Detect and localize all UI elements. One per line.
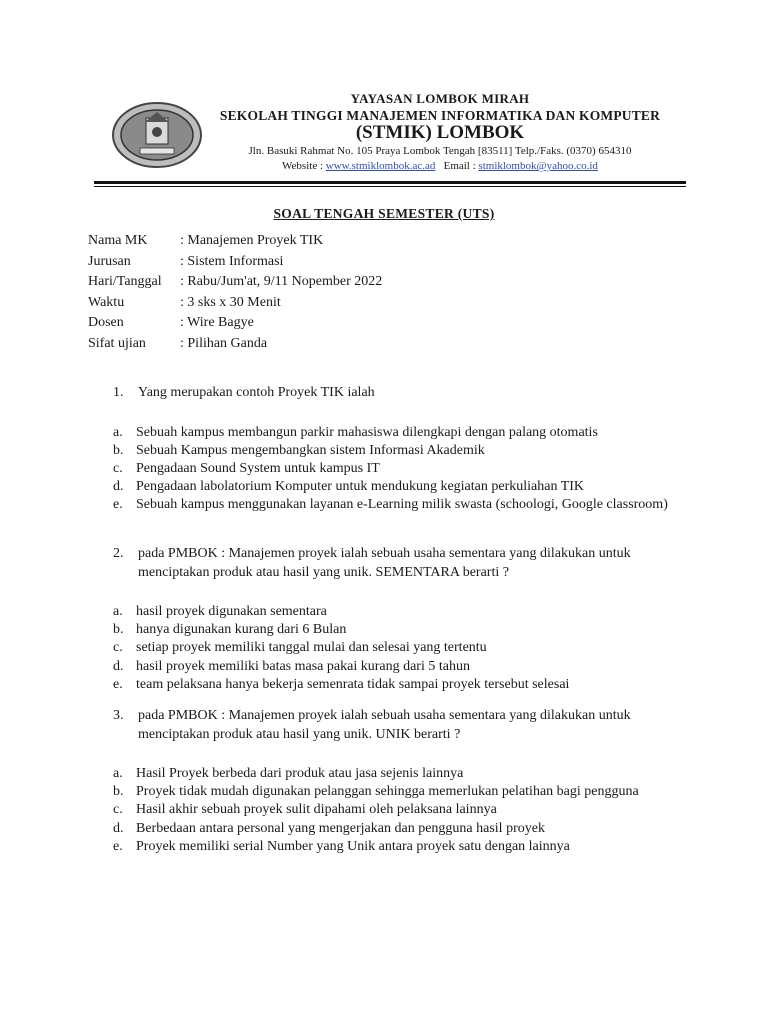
stmik-logo-icon	[110, 100, 204, 170]
option-text: Berbedaan antara personal yang mengerjakan dan pengguna hasil proyek	[136, 820, 545, 836]
info-label: Sifat ujian	[88, 335, 146, 351]
option-letter: e.	[113, 497, 123, 513]
option-letter: a.	[113, 766, 123, 781]
info-row	[88, 233, 382, 254]
info-row	[88, 295, 382, 316]
option-item	[113, 639, 693, 657]
option-item	[113, 460, 693, 478]
option-text: Sebuah kampus membangun parkir mahasiswa dilengkapi dengan palang otomatis	[136, 424, 598, 440]
question-number: 2.	[113, 546, 124, 561]
option-letter: e.	[113, 838, 123, 854]
info-label: Nama MK	[88, 233, 148, 248]
question-stem	[113, 707, 693, 744]
info-row	[88, 274, 382, 295]
school-contact	[210, 160, 670, 172]
info-value: : Wire Bagye	[180, 315, 254, 330]
school-address: Jln. Basuki Rahmat No. 105 Praya Lombok Tengah [83511] Telp./Faks. (0370) 654310	[248, 145, 632, 157]
question-number: 1.	[113, 385, 124, 400]
info-label: Dosen	[88, 315, 124, 330]
option-letter: c.	[113, 460, 123, 476]
option-text: Sebuah Kampus mengembangkan sistem Informasi Akademik	[136, 442, 485, 458]
exam-info	[88, 233, 382, 356]
email-label: Email :	[443, 160, 476, 172]
info-row	[88, 254, 382, 275]
option-text: team pelaksana hanya bekerja semenrata tidak sampai proyek tersebut selesai	[136, 676, 570, 692]
info-row	[88, 315, 382, 336]
info-value: : Sistem Informasi	[180, 253, 284, 269]
option-item	[113, 838, 693, 856]
option-text: Pengadaan Sound System untuk kampus IT	[136, 460, 380, 476]
option-text: Pengadaan labolatorium Komputer untuk mendukung kegiatan perkuliahan TIK	[136, 479, 585, 495]
question-stem	[113, 545, 693, 582]
option-letter: d.	[113, 658, 124, 674]
option-letter: a.	[113, 424, 123, 440]
option-text: Hasil akhir sebuah proyek sulit dipahami oleh pelaksana lainnya	[136, 802, 497, 818]
option-letter: b.	[113, 784, 124, 800]
option-text: hasil proyek memiliki batas masa pakai kurang dari 5 tahun	[136, 658, 470, 674]
option-item	[113, 424, 693, 442]
option-item	[113, 765, 693, 783]
info-value: : 3 sks x 30 Menit	[180, 294, 281, 310]
option-list	[113, 424, 693, 515]
option-item	[113, 603, 693, 621]
question-3	[113, 707, 693, 856]
info-row	[88, 336, 382, 357]
info-label: Jurusan	[88, 253, 131, 269]
option-item	[113, 478, 693, 496]
option-letter: d.	[113, 820, 124, 836]
option-item	[113, 820, 693, 838]
question-stem	[113, 384, 693, 403]
option-text: Sebuah kampus menggunakan layanan e-Learning milik swasta (schoologi, Google classroom)	[136, 497, 668, 513]
option-item	[113, 621, 693, 639]
option-list	[113, 603, 693, 694]
question-number: 3.	[113, 708, 124, 723]
option-item	[113, 783, 693, 801]
option-text: Hasil Proyek berbeda dari produk atau jasa sejenis lainnya	[136, 766, 464, 781]
info-value: : Pilihan Ganda	[180, 335, 268, 351]
question-1	[113, 384, 693, 515]
option-list	[113, 765, 693, 856]
question-text: Yang merupakan contoh Proyek TIK ialah	[138, 385, 375, 400]
option-text: Proyek tidak mudah digunakan pelanggan sehingga memerlukan pelatihan bagi pengguna	[136, 784, 639, 800]
info-label: Waktu	[88, 294, 125, 310]
option-text: hanya digunakan kurang dari 6 Bulan	[136, 622, 347, 638]
email-link[interactable]: stmiklombok@yahoo.co.id	[478, 160, 598, 172]
option-text: setiap proyek memiliki tanggal mulai dan selesai yang tertentu	[136, 640, 487, 656]
option-item	[113, 442, 693, 460]
school-name: SEKOLAH TINGGI MANAJEMEN INFORMATIKA DAN KOMPUTER	[219, 108, 661, 123]
option-letter: a.	[113, 604, 123, 619]
website-link[interactable]: www.stmiklombok.ac.ad	[325, 160, 436, 172]
question-2	[113, 545, 693, 694]
info-label: Hari/Tanggal	[88, 274, 162, 289]
option-letter: c.	[113, 802, 123, 818]
letterhead-divider-thin	[94, 186, 686, 187]
option-item	[113, 676, 693, 694]
option-letter: b.	[113, 442, 124, 458]
option-text: hasil proyek digunakan sementara	[136, 604, 327, 619]
website-label: Website :	[282, 160, 324, 172]
option-letter: b.	[113, 622, 124, 638]
info-value: : Manajemen Proyek TIK	[180, 233, 324, 248]
option-letter: d.	[113, 479, 124, 495]
question-text: pada PMBOK : Manajemen proyek ialah sebuah usaha sementara yang dilakukan untuk menciptakan produk atau hasil yang unik. UNIK berarti ?	[138, 708, 631, 742]
option-item	[113, 801, 693, 819]
exam-title: SOAL TENGAH SEMESTER (UTS)	[273, 206, 495, 221]
option-item	[113, 496, 693, 514]
option-letter: e.	[113, 676, 123, 692]
option-item	[113, 658, 693, 676]
option-letter: c.	[113, 640, 123, 656]
info-value: : Rabu/Jum'at, 9/11 Nopember 2022	[180, 274, 383, 289]
foundation-name: YAYASAN LOMBOK MIRAH	[350, 91, 530, 106]
option-text: Proyek memiliki serial Number yang Unik antara proyek satu dengan lainnya	[136, 838, 570, 854]
school-acronym: (STMIK) LOMBOK	[355, 122, 525, 143]
letterhead-divider	[94, 181, 686, 184]
question-text: pada PMBOK : Manajemen proyek ialah sebuah usaha sementara yang dilakukan untuk menciptakan produk atau hasil yang unik. SEMENTARA berarti ?	[138, 546, 631, 580]
